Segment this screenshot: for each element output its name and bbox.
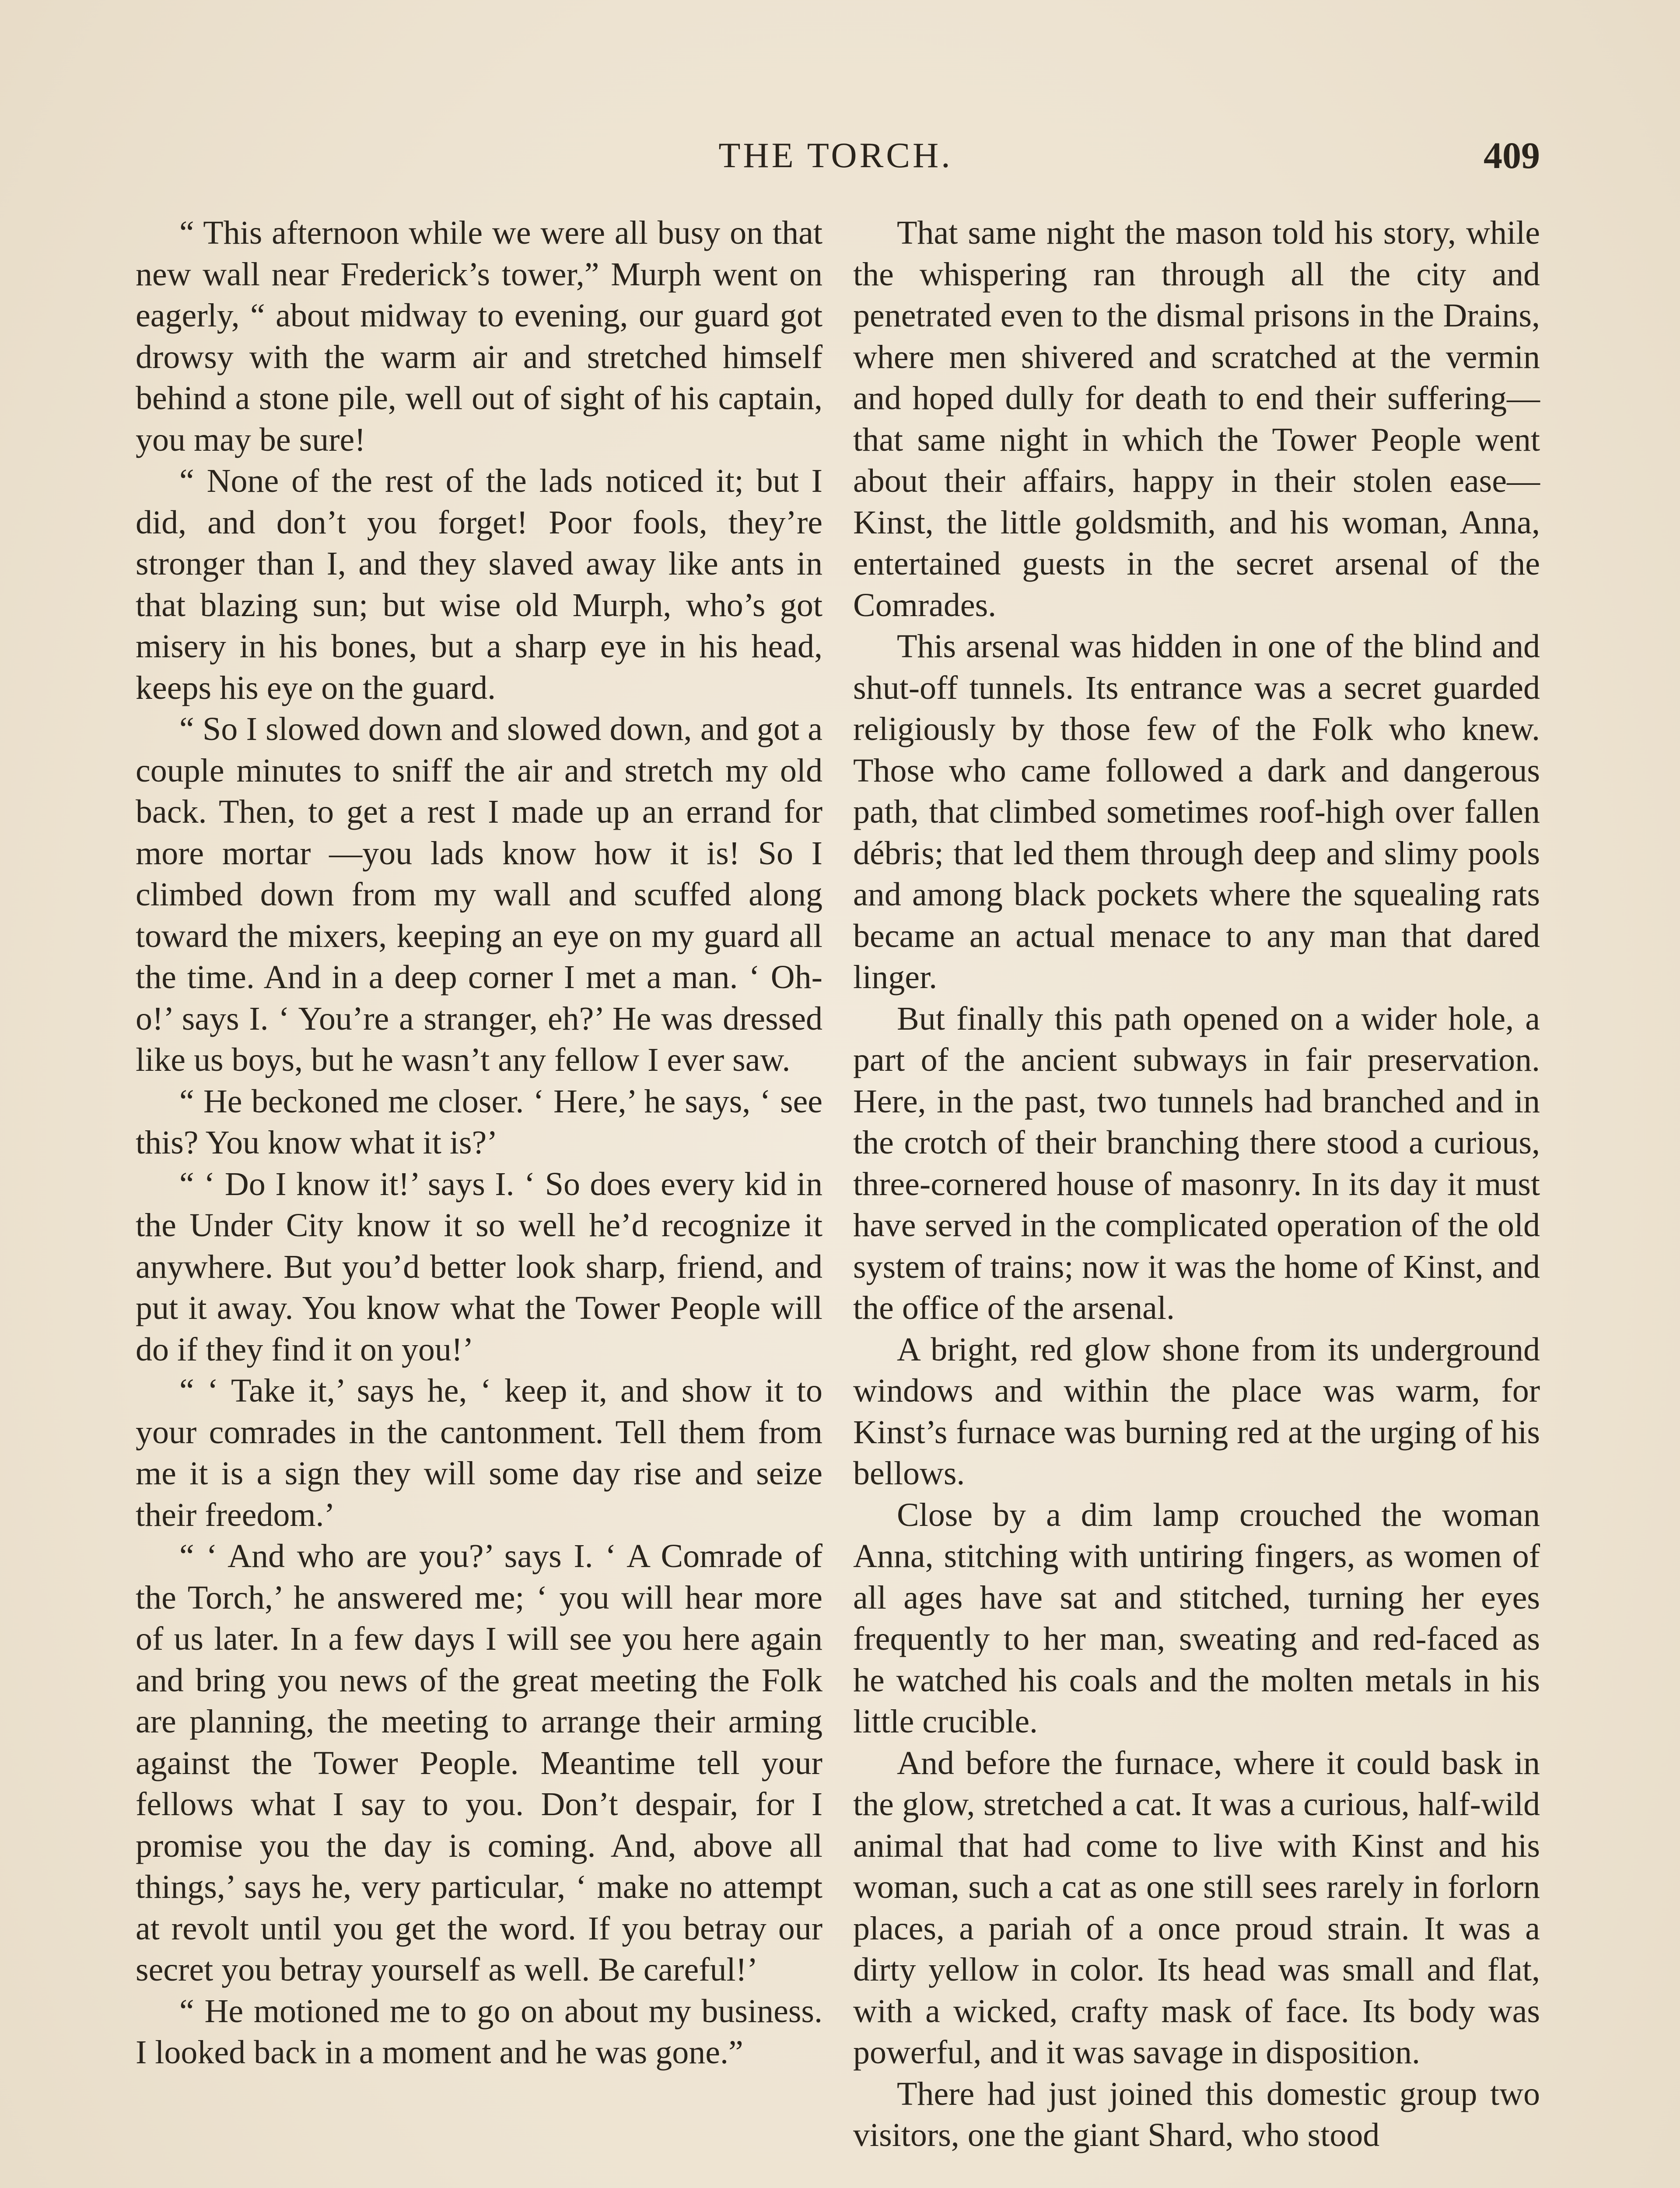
paragraph: “ ‘ Do I know it!’ says I. ‘ So does every kid in the Under City know it so well he’d recognize it anywhere. But you’d better look sharp, friend, and put it away. You know what the Tower People will do if they find it on you!’	[136, 1165, 822, 1368]
paragraph: “ So I slowed down and slowed down, and got a couple minutes to sniff the air and stretch my old back. Then, to get a rest I made up an errand for more mortar —you lads know how it is! So I climbed down from my wall and scuffed along toward the mixers, keeping an eye on my guard all the time. And in a deep corner I met a man. ‘ Oh-o!’ says I. ‘ You’re a stranger, eh?’ He was dressed like us boys, but he wasn’t any fellow I ever saw.	[136, 711, 822, 1078]
paragraph: “ He beckoned me closer. ‘ Here,’ he says, ‘ see this? You know what it is?’	[136, 1083, 822, 1161]
paragraph: “ This afternoon while we were all busy on that new wall near Frederick’s tower,” Murph went on eagerly, “ about midway to evening, our guard got drowsy with the warm air and stretched himself behind a stone pile, well out of sight of his captain, you may be sure!	[136, 214, 822, 458]
paragraph: Close by a dim lamp crouched the woman Anna, stitching with untiring fingers, as women of all ages have sat and stitched, turning her eyes frequently to her man, sweating and red-faced as he watched his coals and the molten metals in his little crucible.	[853, 1496, 1540, 1740]
page-header	[131, 131, 1540, 179]
paragraph: “ He motioned me to go on about my business. I looked back in a moment and he was gone.”	[136, 1992, 822, 2071]
page-number: 409	[1484, 134, 1540, 176]
running-title: THE TORCH.	[718, 135, 953, 175]
paragraph: A bright, red glow shone from its underground windows and within the place was warm, for Kinst’s furnace was burning red at the urging of his bellows.	[853, 1331, 1540, 1492]
paragraph: “ None of the rest of the lads noticed it; but I did, and don’t you forget! Poor fools, they’re stronger than I, and they slaved away like ants in that blazing sun; but wise old Murph, who’s got misery in his bones, but a sharp eye in his head, keeps his eye on the guard.	[136, 463, 822, 706]
paragraph: There had just joined this domestic group two visitors, one the giant Shard, who stood	[853, 2075, 1540, 2153]
paragraph: And before the furnace, where it could bask in the glow, stretched a cat. It was a curious, half-wild animal that had come to live with Kinst and his woman, such a cat as one still sees rarely in forlorn places, a pariah of a once proud strain. It was a dirty yellow in color. Its head was small and flat, with a wicked, crafty mask of face. Its body was powerful, and it was savage in disposition.	[853, 1744, 1540, 2071]
paragraph: “ ‘ Take it,’ says he, ‘ keep it, and show it to your comrades in the cantonment. Tell them from me it is a sign they will some day rise and seize their freedom.’	[136, 1372, 822, 1533]
paragraph: That same night the mason told his story, while the whispering ran through all the city and penetrated even to the dismal prisons in the Drains, where men shivered and scratched at the vermin and hoped dully for death to end their suffering—that same night in which the Tower People went about their affairs, happy in their stolen ease— Kinst, the little goldsmith, and his woman, Anna, entertained guests in the secret arsenal of the Comrades.	[853, 214, 1540, 624]
paragraph: “ ‘ And who are you?’ says I. ‘ A Comrade of the Torch,’ he answered me; ‘ you will hear more of us later. In a few days I will see you here again and bring you news of the great meeting the Folk are planning, the meeting to arrange their arming against the Tower People. Meantime tell your fellows what I say to you. Don’t despair, for I promise you the day is coming. And, above all things,’ says he, very particular, ‘ make no attempt at revolt until you get the word. If you betray our secret you betray yourself as well. Be careful!’	[136, 1538, 822, 1988]
right-column	[853, 212, 1540, 2156]
paragraph: But finally this path opened on a wider hole, a part of the ancient subways in fair preservation. Here, in the past, two tunnels had branched and in the crotch of their branching there stood a curious, three-cornered house of masonry. In its day it must have served in the complicated operation of the old system of trains; now it was the home of Kinst, and the office of the arsenal.	[853, 1000, 1540, 1326]
left-column	[136, 212, 822, 2073]
paragraph: This arsenal was hidden in one of the blind and shut-off tunnels. Its entrance was a secret guarded religiously by those few of the Folk who knew. Those who came followed a dark and dangerous path, that climbed sometimes roof-high over fallen débris; that led them through deep and slimy pools and among black pockets where the squealing rats became an actual menace to any man that dared linger.	[853, 628, 1540, 996]
